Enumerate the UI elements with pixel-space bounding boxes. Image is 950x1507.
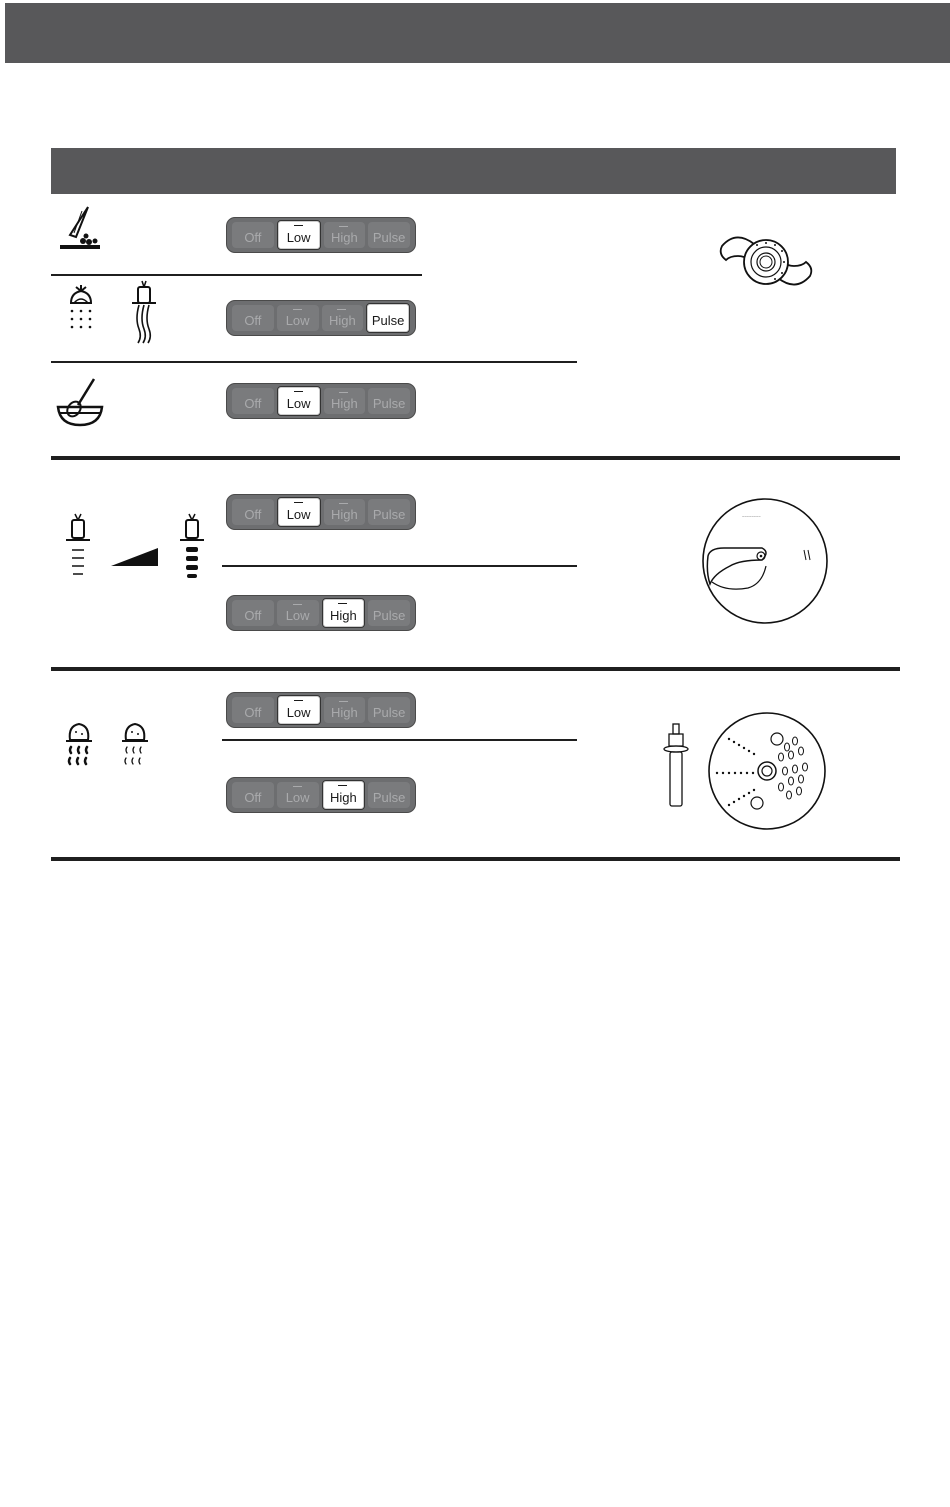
speed-panel-mince (226, 300, 416, 336)
seg-off: Off (232, 782, 274, 808)
seg-low: Low (277, 695, 321, 725)
speed-panel-shred-medium (226, 777, 416, 813)
seg-off: Off (232, 222, 274, 248)
table-header-bar (51, 148, 896, 194)
multipurpose-blade-icon (716, 226, 816, 298)
seg-high: High (322, 598, 366, 628)
speed-panel-slice-thick (226, 595, 416, 631)
seg-pulse: Pulse (368, 222, 410, 248)
knife-chop-icon (56, 205, 104, 253)
seg-high: High (322, 305, 364, 331)
carrot-slice-thin-icon (62, 512, 96, 580)
seg-high: High (324, 499, 366, 525)
page-header-bar (5, 3, 950, 63)
potato-shred-medium-icon (62, 720, 96, 770)
section-divider (51, 456, 900, 460)
seg-off: Off (232, 697, 274, 723)
carrot-slice-thick-icon (176, 512, 210, 580)
seg-high: High (322, 780, 366, 810)
speed-panel-shred-fine (226, 692, 416, 728)
seg-off: Off (232, 305, 274, 331)
onion-mince-icon (64, 281, 98, 333)
seg-high: High (324, 222, 366, 248)
speed-panel-mix (226, 383, 416, 419)
speed-panel-chop (226, 217, 416, 253)
reversible-shredding-disc-icon (707, 711, 827, 831)
bowl-mix-icon (56, 377, 104, 429)
seg-pulse: Pulse (368, 499, 410, 525)
disc-brand-mark: ~~~~~~~~ (742, 514, 761, 519)
row-divider (51, 361, 577, 363)
row-divider (222, 565, 577, 567)
thickness-wedge-icon (111, 547, 159, 567)
seg-low: Low (277, 497, 321, 527)
carrot-julienne-icon (128, 279, 160, 345)
seg-high: High (324, 388, 366, 414)
section-divider (51, 667, 900, 671)
adjustable-slicing-disc-icon (700, 496, 830, 626)
seg-high: High (324, 697, 366, 723)
seg-off: Off (232, 388, 274, 414)
section-divider (51, 857, 900, 861)
seg-low: Low (277, 386, 321, 416)
seg-off: Off (232, 600, 274, 626)
seg-pulse: Pulse (366, 303, 410, 333)
seg-low: Low (277, 305, 319, 331)
row-divider (51, 274, 422, 276)
seg-pulse: Pulse (368, 782, 410, 808)
potato-shred-fine-icon (118, 720, 152, 770)
speed-panel-slice-thin (226, 494, 416, 530)
seg-low: Low (277, 220, 321, 250)
seg-pulse: Pulse (368, 600, 410, 626)
disc-stem-icon (663, 722, 689, 810)
seg-low: Low (277, 782, 319, 808)
seg-off: Off (232, 499, 274, 525)
seg-low: Low (277, 600, 319, 626)
seg-pulse: Pulse (368, 388, 410, 414)
seg-pulse: Pulse (368, 697, 410, 723)
row-divider (222, 739, 577, 741)
